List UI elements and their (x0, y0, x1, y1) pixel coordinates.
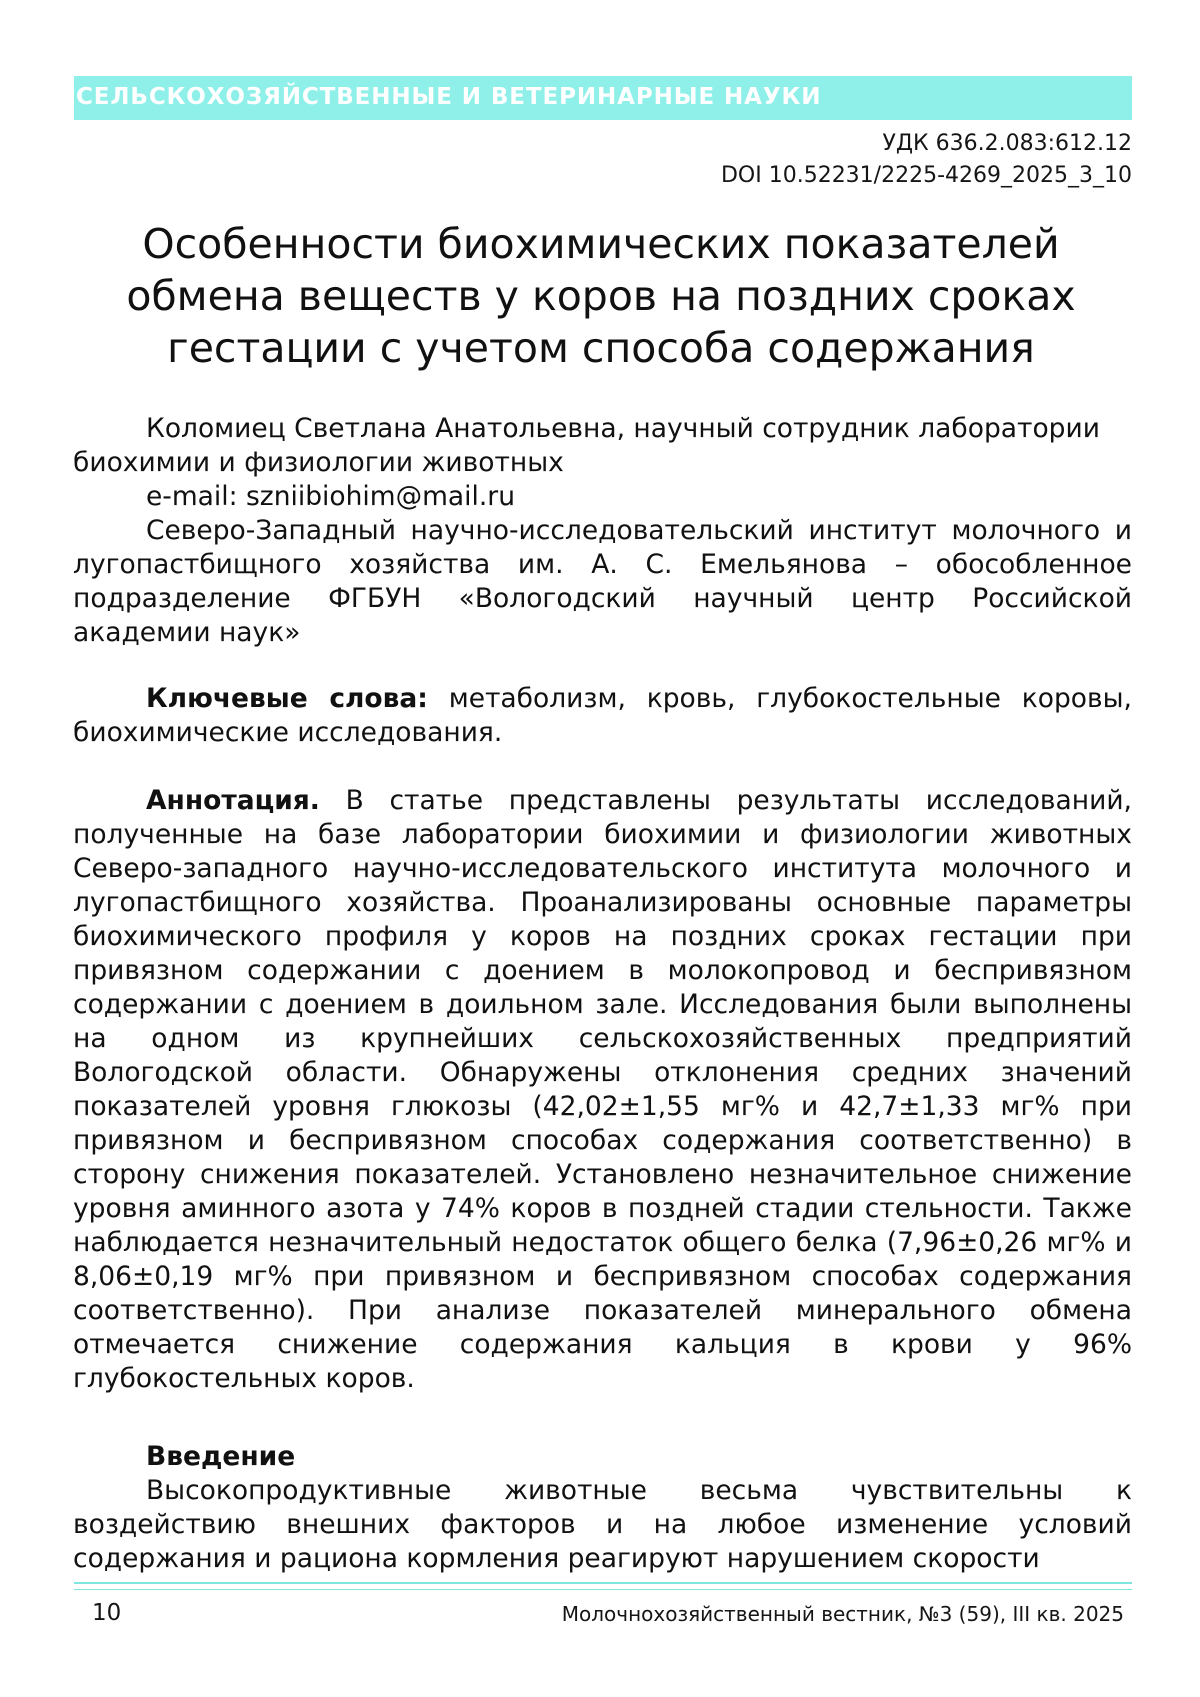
keywords-label: Ключевые слова: (146, 683, 428, 714)
udk-code: УДК 636.2.083:612.12 (882, 131, 1132, 156)
abstract-label: Аннотация. (146, 785, 320, 816)
article-title: Особенности биохимических показателей обмена веществ у коров на поздних сроках гестации с учетом способа содержания (126, 220, 1076, 372)
doi-code: DOI 10.52231/2225-4269_2025_3_10 (720, 163, 1132, 188)
journal-reference: Молочнохозяйственный вестник, №3 (59), III кв. 2025 (561, 1602, 1124, 1626)
keywords-block (73, 682, 1132, 750)
footer-divider (74, 1582, 1132, 1590)
abstract-text: В статье представлены результаты исследований, полученные на базе лаборатории биохимии и физиологии животных Северо-западного научно-исследовательского института молочного и лугопастбищного хозяйства. Проанализированы основные параметры биохимического профиля у коров на поздних сроках гестации при привязном содержании с доением в молокопровод и беспривязном содержании с доением в доильном зале. Исследования были выполнены на одном из крупнейших сельскохозяйственных предприятий Вологодской области. Обнаружены отклонения средних значений показателей уровня глюкозы (42,02±1,55 мг% и 42,7±1,33 мг% при привязном и беспривязном способах содержания соответственно) в сторону снижения показателей. Установлено незначительное снижение уровня аминного азота у 74% коров в поздней стадии стельности. Также наблюдается незначительный недостаток общего белка (7,96±0,26 мг% и 8,06±0,19 мг% при привязном и беспривязном способах содержания соответственно). При анализе показателей минерального обмена отмечается снижение содержания кальция в крови у 96% глубокостельных коров. (73, 785, 1132, 1394)
introduction-text: Высокопродуктивные животные весьма чувствительны к воздействию внешних факторов и на любое изменение условий содержания и рациона кормления реагируют нарушением скорости (73, 1475, 1132, 1574)
author-info: Коломиец Светлана Анатольевна, научный сотрудник лаборатории биохимии и физиологии животных (73, 413, 1100, 478)
author-affiliation: Северо-Западный научно-исследовательский институт молочного и лугопастбищного хозяйства им. А. С. Емельянова – обособленное подразделение ФГБУН «Вологодский научный центр Российской академии наук» (73, 515, 1132, 648)
author-email: e-mail: szniibiohim@mail.ru (146, 481, 515, 512)
section-header-bar (74, 76, 1132, 120)
author-block (73, 412, 1132, 650)
introduction-heading: Введение (146, 1441, 296, 1472)
article-identifiers (721, 128, 1132, 192)
keywords-text: метаболизм, кровь, глубокостельные коровы, биохимические исследования. (73, 683, 1132, 748)
abstract-block (73, 784, 1132, 1396)
page-number: 10 (92, 1600, 122, 1626)
introduction-block (73, 1440, 1132, 1576)
section-title: СЕЛЬСКОХОЗЯЙСТВЕННЫЕ И ВЕТЕРИНАРНЫЕ НАУКИ (76, 84, 822, 110)
